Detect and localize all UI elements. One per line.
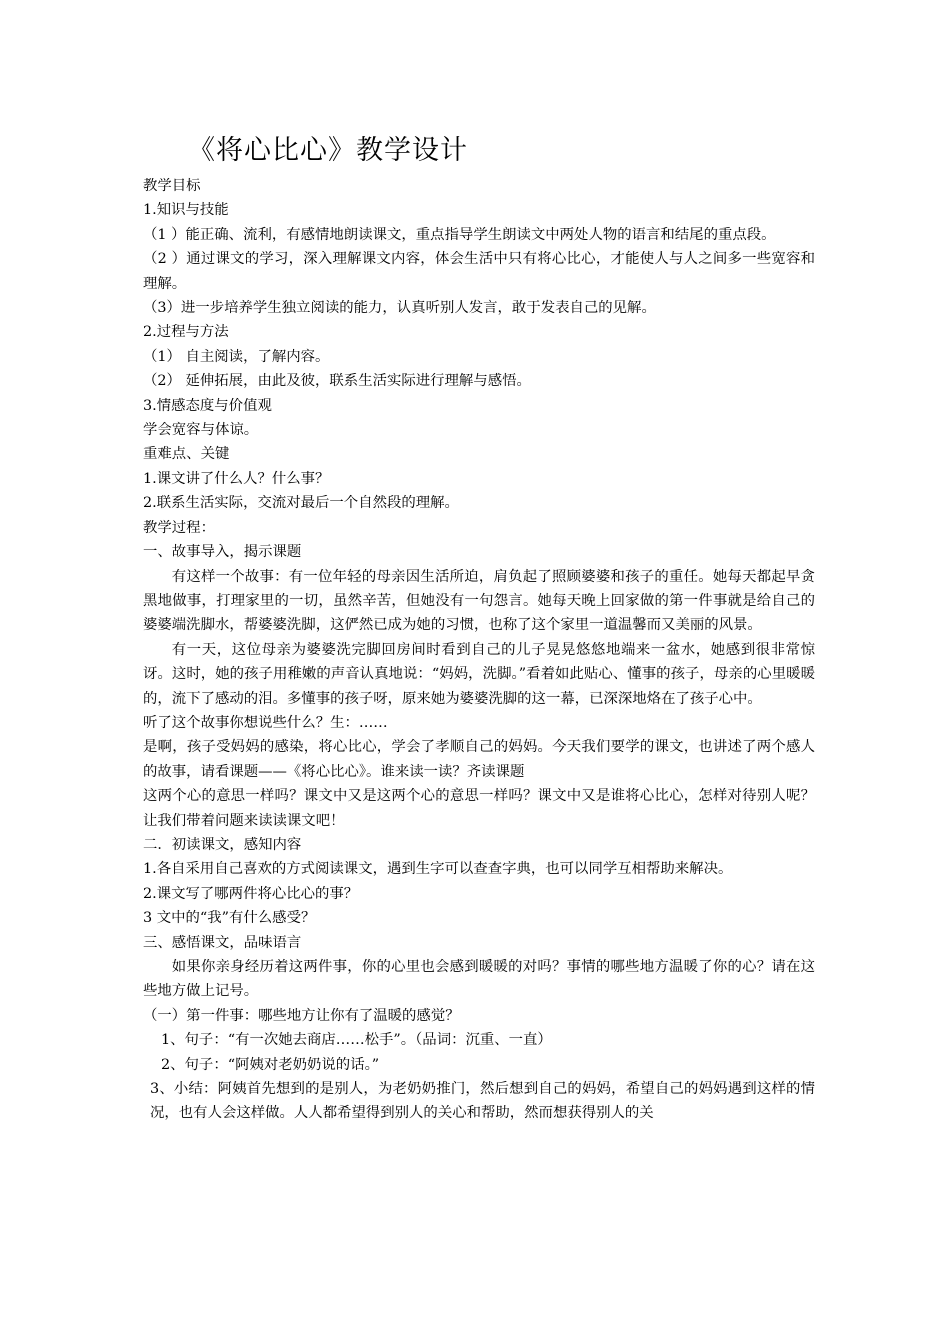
sentence-item: 1、句子：“有一次她去商店……松手”。（品词：沉重、一直） <box>161 1032 552 1049</box>
key-point-item: 1.课文讲了什么人？什么事？ <box>143 470 330 487</box>
section-heading: 教学过程： <box>143 519 215 536</box>
story-paragraph: 有这样一个故事：有一位年轻的母亲因生活所迫，肩负起了照顾婆婆和孩子的重任。她每天都起早贪黑地做事，打理家里的一切，虽然辛苦，但她没有一句怨言。她每天晚上回家做的第一件事就是给自己的婆婆端洗脚水，帮婆婆洗脚，这俨然已成为她的习惯，也称了这个家里一道温馨而又美丽的风景。 <box>143 568 815 634</box>
summary-paragraph: 3、小结：阿姨首先想到的是别人，为老奶奶推门，然后想到自己的妈妈，希望自己的妈妈遇到这样的情况，也有人会这样做。人人都希望得到别人的关心和帮助，然而想获得别人的关 <box>150 1081 815 1122</box>
reading-task-item: 1.各自采用自己喜欢的方式阅读课文，遇到生字可以查查字典，也可以同学互相帮助来解决。 <box>143 861 733 878</box>
reading-task-item: 3 文中的“我”有什么感受？ <box>143 910 316 927</box>
text-line: 学会宽容与体谅。 <box>143 422 259 439</box>
step-heading: 一、故事导入，揭示课题 <box>143 544 302 561</box>
text-line: 听了这个故事你想说些什么？生：…… <box>143 714 388 731</box>
step-heading: 二．初读课文，感知内容 <box>143 836 302 853</box>
section-heading: 教学目标 <box>143 178 201 194</box>
body-paragraph: 如果你亲身经历着这两件事，你的心里也会感到暖暖的对吗？事情的哪些地方温暖了你的心？请在这些地方做上记号。 <box>143 959 815 1000</box>
objective-item: （1 ）能正确、流利，有感情地朗读课文，重点指导学生朗读文中两处人物的语言和结尾的重点段。 <box>143 226 776 243</box>
story-paragraph: 有一天，这位母亲为婆婆洗完脚回房间时看到自己的儿子晃晃悠悠地端来一盆水，她感到很非常惊讶。这时，她的孩子用稚嫩的声音认真地说：“妈妈，洗脚。”看着如此贴心、懂事的孩子，母亲的心里暖暖的，流下了感动的泪。多懂事的孩子呀，原来她为婆婆洗脚的这一幕，已深深地烙在了孩子心中。 <box>143 641 815 707</box>
body-paragraph: 这两个心的意思一样吗？课文中又是这两个心的意思一样吗？课文中又是谁将心比心，怎样对待别人呢？让我们带着问题来读读课文吧！ <box>143 788 815 829</box>
subsection-heading: 1.知识与技能 <box>143 202 229 219</box>
document-title: 《将心比心》教学设计 <box>188 135 468 166</box>
key-point-item: 2.联系生活实际，交流对最后一个自然段的理解。 <box>143 495 459 512</box>
subsection-heading: 2.过程与方法 <box>143 324 229 341</box>
reading-task-item: 2.课文写了哪两件将心比心的事？ <box>143 885 359 902</box>
objective-item: （2 ）通过课文的学习，深入理解课文内容，体会生活中只有将心比心，才能使人与人之间多一些宽容和理解。 <box>143 251 815 292</box>
sentence-item: 2、句子：“阿姨对老奶奶说的话。” <box>161 1056 380 1073</box>
subsection-heading: 3.情感态度与价值观 <box>143 397 272 414</box>
section-heading: 重难点、关键 <box>143 446 230 463</box>
step-heading: 三、感悟课文，品味语言 <box>143 934 302 951</box>
document-body <box>143 174 815 1126</box>
body-paragraph: 是啊，孩子受妈妈的感染，将心比心，学会了孝顺自己的妈妈。今天我们要学的课文，也讲述了两个感人的故事，请看课题——《将心比心》。谁来读一读？齐读课题 <box>143 739 815 780</box>
method-item: （1） 自主阅读，了解内容。 <box>143 348 330 365</box>
objective-item: （3）进一步培养学生独立阅读的能力，认真听别人发言，敢于发表自己的见解。 <box>143 300 656 317</box>
method-item: （2） 延伸拓展，由此及彼，联系生活实际进行理解与感悟。 <box>143 373 531 390</box>
sub-step-heading: （一）第一件事：哪些地方让你有了温暖的感觉？ <box>143 1007 460 1024</box>
